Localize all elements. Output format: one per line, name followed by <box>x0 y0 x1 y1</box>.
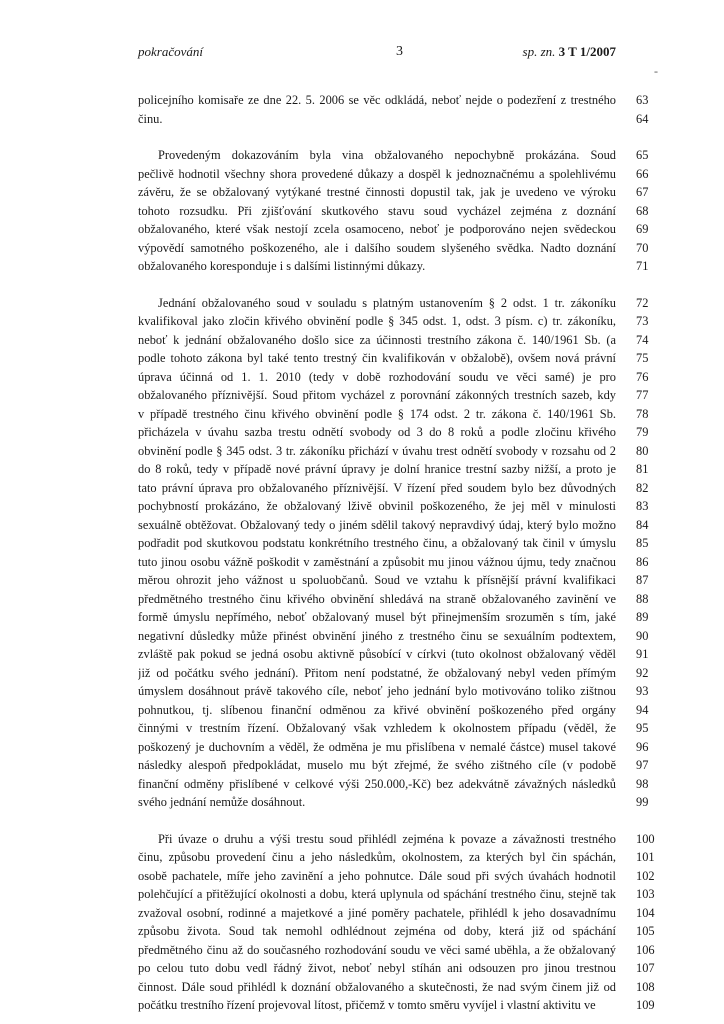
line-number: 76 <box>636 369 649 384</box>
line-number: 66 <box>636 166 649 181</box>
text-line <box>138 497 674 516</box>
line-text: podle tohoto zákona byl také tento trestný čin kvalifikován v obžalobě), ovšem nová právní <box>138 351 616 365</box>
text-line <box>138 183 674 202</box>
line-number: 89 <box>636 610 649 624</box>
line-text: činu. <box>138 111 163 126</box>
line-text: zvažoval osobní, rodinné a majetkové a jiné poměry pachatele, přihlédl k jeho dosavadnímu <box>138 905 616 920</box>
line-text: negativní důsledky může přinést obvinění jiného z trestného činu se sexuálním podtextem, <box>138 628 616 643</box>
line-number: 96 <box>636 739 649 754</box>
line-number: 67 <box>636 185 649 199</box>
text-line <box>138 312 674 331</box>
line-text: policejního komisaře ze dne 22. 5. 2006 se věc odkládá, neboť nejde o podezření z trestného <box>138 93 616 107</box>
line-text: obžalovaného příznivější. Soud přitom vycházel z porovnání zákonných trestních sazeb, kdy <box>138 388 616 402</box>
line-number: 86 <box>636 554 649 569</box>
text-line <box>138 664 674 683</box>
line-text: předmětného trestného činu křivého obvinění shledává na straně obžalovaného zavinění ve <box>138 591 616 606</box>
line-number: 69 <box>636 222 649 236</box>
text-line <box>138 460 674 479</box>
line-text: kvalifikoval jako zločin křivého obvinění podle § 345 odst. 1, odst. 3 písm. c) tr. zákoníku, <box>138 314 616 328</box>
line-text: předmětného činu až do současného rozhodování soudu ve věci samé uběhla, a že obžalovaný <box>138 942 616 957</box>
text-line <box>138 516 674 535</box>
text-line <box>138 386 674 405</box>
text-line <box>138 830 674 849</box>
line-text: tato právní úprava pro obžalovaného příznivější. V řízení před soudem bylo bez důvodných <box>138 480 616 495</box>
text-line <box>138 534 674 553</box>
text-line <box>138 110 674 129</box>
line-text: počátku trestního řízení projevoval lítost, přičemž v tomto směru vyvíjel i vlastní aktivitu ve <box>138 998 596 1012</box>
text-line <box>138 368 674 387</box>
line-text: do 8 roků, tedy v případě nové právní úpravy je dolní hranice trestní sazby nižší, a proto je <box>138 462 616 476</box>
page-number: 3 <box>396 44 403 59</box>
line-text: zvláště pak pokud se jedná osobu aktivně působící v církvi (tuto okolnost obžalovaný věděl <box>138 647 616 661</box>
line-number: 77 <box>636 388 649 402</box>
page-header <box>138 44 616 64</box>
text-line <box>138 738 674 757</box>
line-text: způsobu života. Soud tak nemohl odhlédnout zejména od doby, která již od spáchání <box>138 924 616 938</box>
text-line <box>138 793 674 812</box>
text-line <box>138 645 674 664</box>
line-text: obžalovaného, které však nestojí zcela osamoceno, neboť je podporováno nejen svědeckou <box>138 222 616 236</box>
line-text: podřadit pod skutkovou podstatu konkrétního trestného činu, a obžalovaný tak činil v úmyslu <box>138 536 616 550</box>
text-line <box>138 553 674 572</box>
text-line <box>138 719 674 738</box>
line-text: pečlivě hodnotil všechny shora provedené důkazy a dospěl k jednoznačnému a spolehlivému <box>138 166 616 181</box>
line-number: 94 <box>636 702 649 717</box>
line-number: 80 <box>636 443 649 458</box>
line-number: 72 <box>636 295 649 310</box>
line-text: tohoto rozsudku. Při zjišťování skutkového stavu soud vycházel zejména z doznání <box>138 203 616 218</box>
line-number: 65 <box>636 148 649 162</box>
line-number: 107 <box>636 961 655 975</box>
line-text: neboť k jednání obžalovaného došlo sice za účinnosti trestního zákona č. 140/1961 Sb. (a <box>138 332 616 347</box>
text-line <box>138 423 674 442</box>
line-text: přicházela v úvahu sazba trestu odnětí svobody od 3 do 8 roků a podle zločinu křivého <box>138 425 616 439</box>
line-number: 109 <box>636 998 655 1012</box>
case-number: 3 T 1/2007 <box>558 44 616 59</box>
line-number: 106 <box>636 942 655 957</box>
text-line <box>138 867 674 886</box>
text-line <box>138 405 674 424</box>
line-number: 100 <box>636 831 655 846</box>
line-number: 73 <box>636 314 649 328</box>
line-number: 102 <box>636 868 655 883</box>
paragraph-gap <box>138 276 674 294</box>
line-number: 93 <box>636 684 649 698</box>
text-line <box>138 941 674 960</box>
text-line <box>138 682 674 701</box>
line-number: 101 <box>636 850 655 864</box>
line-number: 85 <box>636 536 649 550</box>
text-line <box>138 590 674 609</box>
line-text: Provedeným dokazováním byla vina obžalovaného nepochybně prokázána. Soud <box>158 148 616 162</box>
text-line <box>138 239 674 258</box>
line-number: 63 <box>636 93 649 107</box>
line-text: měrou ohrozit jeho vážnost u spoluobčanů. Soud ve vztahu k přísnější právní kvalifikaci <box>138 573 616 587</box>
text-line <box>138 756 674 775</box>
paragraph <box>138 830 674 1015</box>
line-text: úmyslem dosáhnout právě takového cíle, neboť jeho jednání bylo motivováno toliko zištnou <box>138 684 616 698</box>
line-number: 108 <box>636 979 655 994</box>
paragraph-gap <box>138 128 674 146</box>
paragraph <box>138 91 674 128</box>
line-text: polehčující a přitěžující okolnosti a dobu, která uplynula od spáchání trestného činu, stejně tak <box>138 887 616 901</box>
text-line <box>138 959 674 978</box>
line-number: 68 <box>636 203 649 218</box>
text-line <box>138 922 674 941</box>
text-line <box>138 701 674 720</box>
line-number: 74 <box>636 332 649 347</box>
text-line <box>138 479 674 498</box>
line-text: sexuálně obtěžovat. Obžalovaný tedy o jiném sdělil takový nepravdivý údaj, který bylo možno <box>138 517 616 532</box>
text-line <box>138 349 674 368</box>
paragraph <box>138 294 674 812</box>
line-text: finanční odměny přislíbené v celkové výši 250.000,-Kč) bez adekvátně závažných následků <box>138 776 616 791</box>
text-line <box>138 571 674 590</box>
line-number: 90 <box>636 628 649 643</box>
text-line <box>138 848 674 867</box>
text-line <box>138 165 674 184</box>
text-line <box>138 294 674 313</box>
line-text: pochybností prokázáno, že obžalovaný lživě obvinil poškozeného, že jej měl v minulosti <box>138 499 616 513</box>
line-number: 83 <box>636 499 649 513</box>
header-continuation: pokračování <box>138 44 203 59</box>
line-number: 99 <box>636 795 649 809</box>
corner-mark: - <box>654 64 658 78</box>
line-text: svého jednání nemůže dosáhnout. <box>138 795 306 809</box>
paragraph <box>138 146 674 276</box>
text-line <box>138 996 674 1015</box>
text-line <box>138 146 674 165</box>
document-body <box>138 91 674 1015</box>
line-number: 105 <box>636 924 655 938</box>
line-number: 75 <box>636 351 649 365</box>
line-text: v případě trestného činu křivého obvinění podle § 174 odst. 2 tr. zákona č. 140/1961 Sb. <box>138 406 616 421</box>
text-line <box>138 202 674 221</box>
text-line <box>138 978 674 997</box>
case-prefix: sp. zn. <box>522 44 556 59</box>
line-text: poškozený je duchovním a věděl, že odměna je mu přislíbena v nemalé částce) musel takové <box>138 739 616 754</box>
line-text: činnými v trestním řízení. Obžalovaný však vzhledem k okolnostem případu (věděl, že <box>138 721 616 735</box>
text-line <box>138 442 674 461</box>
text-line <box>138 608 674 627</box>
line-number: 87 <box>636 573 649 587</box>
line-text: osobě pachatele, míře jeho zavinění a jeho pohnutce. Dále soud při svých úvahách hodnotil <box>138 868 616 883</box>
line-number: 82 <box>636 480 649 495</box>
line-number: 98 <box>636 776 649 791</box>
case-reference <box>523 44 616 60</box>
line-number: 70 <box>636 240 649 255</box>
line-text: obžalovaného koresponduje i s dalšími listinnými důkazy. <box>138 259 426 273</box>
line-number: 64 <box>636 111 649 126</box>
line-text: po celou tuto dobu vedl řádný život, neboť nebyl stíhán ani odsouzen pro jinou trestnou <box>138 961 616 975</box>
line-number: 71 <box>636 259 649 273</box>
line-text: Při úvaze o druhu a výši trestu soud přihlédl zejména k povaze a závažnosti trestného <box>158 831 616 846</box>
line-text: obvinění podle § 345 odst. 3 tr. zákoníku přichází v úvahu trest odnětí svobody v rozsahu od 2 <box>138 443 616 458</box>
line-text: výpovědí samotného poškozeného, ale i dalšího soudem slyšeného svědka. Nadto doznání <box>138 240 616 255</box>
line-text: úprava účinná od 1. 1. 2010 (tedy v době rozhodování soudu ve věci samé) je pro <box>138 369 616 384</box>
line-number: 103 <box>636 887 655 901</box>
line-number: 92 <box>636 665 649 680</box>
line-number: 79 <box>636 425 649 439</box>
line-text: závěru, že se obžalovaný vytýkané trestné činnosti dopustil tak, jak je uvedeno ve výroku <box>138 185 616 199</box>
text-line <box>138 220 674 239</box>
line-number: 91 <box>636 647 649 661</box>
paragraph-gap <box>138 812 674 830</box>
text-line <box>138 91 674 110</box>
text-line <box>138 257 674 276</box>
line-number: 97 <box>636 758 649 772</box>
text-line <box>138 904 674 923</box>
line-text: pohnutkou, tj. slíbenou finanční odměnou za křivé obvinění poškozeného před orgány <box>138 702 616 717</box>
line-number: 84 <box>636 517 649 532</box>
line-number: 95 <box>636 721 649 735</box>
line-text: činu, způsobu provedení činu a jeho následkům, okolnostem, za kterých byl čin spáchán, <box>138 850 616 864</box>
text-line <box>138 627 674 646</box>
text-line <box>138 885 674 904</box>
line-text: již od počátku svého jednání). Přitom není podstatné, že obžalovaný nebyl veden přímým <box>138 665 616 680</box>
line-number: 81 <box>636 462 649 476</box>
line-number: 88 <box>636 591 649 606</box>
text-line <box>138 331 674 350</box>
line-text: tuto jinou osobu vážně poškodit v zaměstnání a způsobit mu jinou vážnou újmu, tedy značnou <box>138 554 616 569</box>
line-number: 104 <box>636 905 655 920</box>
line-text: následky alespoň předpokládat, muselo mu být zřejmé, že svého zištného cíle (v podobě <box>138 758 616 772</box>
line-number: 78 <box>636 406 649 421</box>
line-text: Jednání obžalovaného soud v souladu s platným ustanovením § 2 odst. 1 tr. zákoníku <box>158 295 616 310</box>
line-text: formě úmyslu nepřímého, neboť obžalovaný musel být přinejmenším srozuměn s tím, jaké <box>138 610 616 624</box>
line-text: činnost. Dále soud přihlédl k doznání obžalovaného a skutečnosti, že nad svým činem již od <box>138 979 616 994</box>
text-line <box>138 775 674 794</box>
